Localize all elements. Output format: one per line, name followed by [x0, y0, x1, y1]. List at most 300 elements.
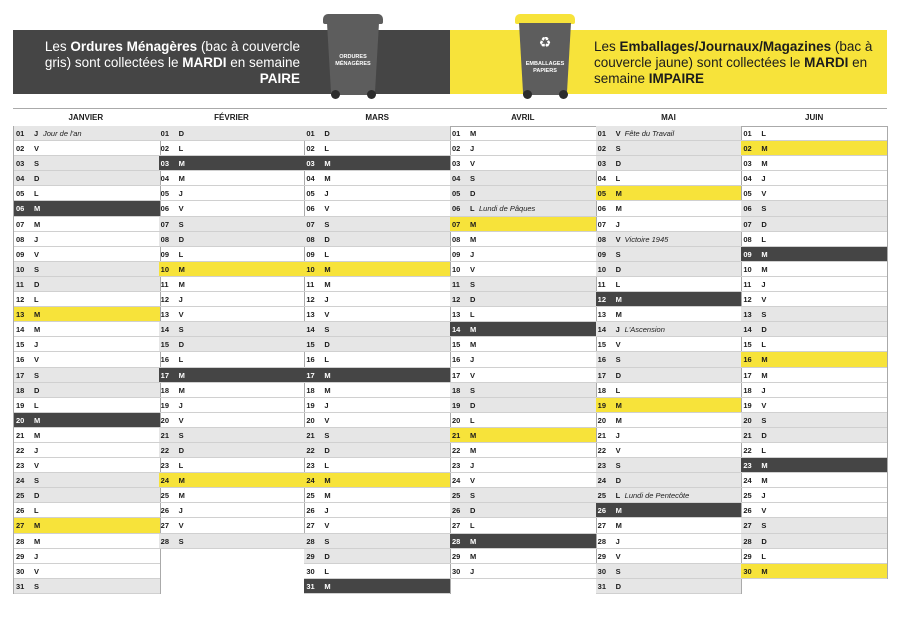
day-number: 26	[452, 506, 461, 516]
weekday-letter: M	[615, 506, 622, 516]
weekday-letter: D	[470, 506, 476, 516]
day-cell	[159, 518, 305, 533]
weekday-letter: V	[178, 521, 184, 531]
weekday-letter: S	[615, 144, 621, 154]
day-cell	[14, 352, 160, 367]
weekday-letter: D	[615, 581, 622, 591]
day-number: 15	[16, 340, 25, 350]
weekday-letter: V	[761, 295, 767, 305]
day-cell	[14, 186, 160, 201]
weekday-letter: D	[470, 189, 476, 199]
grey-bin-label: ORDURES MÉNAGÈRES	[335, 54, 371, 67]
weekday-letter: M	[324, 159, 331, 169]
weekday-letter: V	[615, 551, 621, 561]
day-number: 29	[16, 551, 25, 561]
weekday-letter: M	[615, 189, 622, 199]
weekday-letter: V	[470, 264, 476, 274]
weekday-letter: V	[615, 129, 621, 138]
day-number: 13	[597, 310, 606, 320]
day-number: 12	[597, 295, 606, 305]
day-cell	[741, 247, 887, 262]
weekday-letter: D	[324, 551, 330, 561]
weekday-letter: L	[615, 174, 621, 184]
day-number: 28	[743, 536, 752, 546]
weekday-letter: J	[761, 491, 766, 501]
weekday-letter: M	[761, 355, 768, 365]
day-cell	[741, 368, 887, 383]
weekday-letter: M	[470, 234, 477, 244]
weekday-letter: S	[324, 325, 330, 335]
day-number: 20	[160, 415, 169, 425]
calendar-header	[13, 108, 887, 127]
day-number: 24	[16, 476, 25, 486]
day-cell	[596, 503, 742, 518]
banner-left-part: MARDI	[182, 55, 227, 70]
weekday-letter: S	[761, 310, 767, 320]
day-cell	[159, 292, 305, 307]
day-cell	[304, 549, 450, 564]
day-cell	[596, 186, 742, 201]
weekday-letter: M	[178, 385, 185, 395]
day-cell	[741, 292, 887, 307]
weekday-letter: D	[178, 445, 185, 455]
day-cell	[159, 141, 305, 156]
banner-left-part: en semaine	[226, 55, 300, 70]
banner-right-part: MARDI	[804, 55, 849, 70]
weekday-letter: M	[761, 144, 768, 154]
weekday-letter: V	[615, 234, 621, 244]
day-cell	[596, 398, 742, 413]
weekday-letter: V	[178, 310, 184, 320]
weekday-letter: S	[761, 204, 767, 214]
day-number: 16	[16, 355, 25, 365]
weekday-letter: M	[615, 295, 622, 305]
day-number: 19	[597, 400, 606, 410]
day-number: 05	[597, 189, 606, 199]
month-title: FÉVRIER	[214, 113, 249, 122]
day-cell	[596, 337, 742, 352]
day-cell	[596, 232, 742, 247]
day-number: 10	[306, 264, 315, 274]
day-number: 19	[743, 400, 752, 410]
day-cell	[741, 141, 887, 156]
weekday-letter: J	[34, 340, 39, 350]
day-cell	[741, 488, 887, 503]
day-number: 04	[452, 174, 461, 184]
weekday-letter: L	[761, 234, 766, 244]
weekday-letter: V	[470, 159, 476, 169]
day-cell	[304, 217, 450, 232]
month-column	[596, 126, 743, 594]
day-cell	[159, 503, 305, 518]
day-number: 14	[306, 325, 315, 335]
day-number: 26	[743, 506, 752, 516]
day-number: 22	[16, 445, 25, 455]
day-cell	[14, 171, 160, 186]
weekday-letter: L	[615, 385, 621, 395]
day-cell	[741, 277, 887, 292]
day-number: 08	[16, 234, 25, 244]
day-cell	[596, 262, 742, 277]
day-number: 12	[452, 295, 461, 305]
weekday-letter: V	[615, 340, 621, 350]
weekday-letter: V	[324, 204, 330, 214]
weekday-letter: L	[761, 129, 766, 138]
weekday-letter: M	[615, 400, 622, 410]
weekday-letter: J	[615, 219, 620, 229]
month-column	[13, 126, 161, 594]
day-cell	[596, 277, 742, 292]
weekday-letter: S	[470, 279, 476, 289]
weekday-letter: M	[761, 566, 768, 576]
day-number: 28	[452, 536, 461, 546]
day-number: 28	[16, 536, 25, 546]
day-number: 15	[160, 340, 169, 350]
day-cell	[159, 368, 305, 383]
day-number: 23	[16, 461, 25, 471]
weekday-letter: M	[178, 476, 185, 486]
day-cell	[304, 383, 450, 398]
day-number: 27	[452, 521, 461, 531]
day-cell	[741, 383, 887, 398]
day-number: 26	[160, 506, 169, 516]
weekday-letter: D	[761, 430, 767, 440]
day-number: 27	[160, 521, 169, 531]
weekday-letter: D	[615, 159, 622, 169]
weekday-letter: M	[470, 325, 477, 335]
weekday-letter: J	[324, 295, 329, 305]
day-cell	[450, 186, 596, 201]
day-number: 24	[160, 476, 169, 486]
day-cell	[741, 337, 887, 352]
day-number: 07	[16, 219, 25, 229]
day-cell	[14, 292, 160, 307]
weekday-letter: L	[34, 189, 39, 199]
day-number: 20	[743, 415, 752, 425]
day-number: 29	[452, 551, 461, 561]
day-cell	[304, 201, 450, 216]
day-cell	[450, 126, 596, 141]
weekday-letter: L	[470, 310, 475, 320]
day-number: 18	[597, 385, 606, 395]
day-cell	[741, 564, 887, 579]
day-cell	[304, 186, 450, 201]
day-cell	[596, 518, 742, 533]
day-number: 29	[597, 551, 606, 561]
day-number: 15	[452, 340, 461, 350]
day-cell	[304, 292, 450, 307]
banner-right-part: Emballages/Journaux/Magazines	[619, 39, 832, 54]
day-cell	[159, 201, 305, 216]
day-cell	[741, 428, 887, 443]
weekday-letter: S	[615, 566, 621, 576]
day-number: 22	[597, 445, 606, 455]
day-cell	[596, 443, 742, 458]
day-number: 03	[16, 159, 25, 169]
day-number: 03	[306, 159, 315, 169]
weekday-letter: M	[324, 264, 331, 274]
weekday-letter: S	[34, 264, 40, 274]
day-number: 17	[306, 370, 315, 380]
day-number: 11	[597, 279, 606, 289]
holiday-label: Fête du Travail	[624, 129, 675, 138]
day-cell	[450, 247, 596, 262]
day-number: 23	[306, 461, 315, 471]
day-number: 01	[16, 129, 25, 138]
day-number: 18	[16, 385, 25, 395]
day-cell	[304, 126, 450, 141]
banner-left-part: PAIRE	[259, 71, 300, 86]
day-cell	[159, 307, 305, 322]
day-number: 17	[597, 370, 606, 380]
day-cell	[14, 549, 160, 564]
day-number: 08	[743, 234, 752, 244]
weekday-letter: M	[761, 249, 768, 259]
weekday-letter: S	[615, 355, 621, 365]
weekday-letter: S	[34, 159, 40, 169]
day-cell	[450, 141, 596, 156]
day-number: 02	[160, 144, 169, 154]
day-number: 13	[16, 310, 25, 320]
weekday-letter: S	[470, 385, 476, 395]
day-number: 14	[16, 325, 25, 335]
day-number: 02	[743, 144, 752, 154]
banner-left-part: Les	[44, 39, 71, 54]
weekday-letter: M	[178, 159, 185, 169]
weekday-letter: L	[761, 445, 766, 455]
weekday-letter: S	[324, 536, 330, 546]
weekday-letter: M	[761, 461, 768, 471]
day-number: 01	[306, 129, 315, 138]
weekday-letter: M	[178, 370, 185, 380]
weekday-letter: L	[761, 340, 766, 350]
day-cell	[450, 383, 596, 398]
day-number: 25	[743, 491, 752, 501]
day-number: 06	[16, 204, 25, 214]
weekday-letter: D	[470, 400, 476, 410]
banner-right-part: en semaine	[594, 55, 868, 86]
day-cell	[304, 564, 450, 579]
weekday-letter: J	[615, 536, 620, 546]
day-cell	[159, 232, 305, 247]
day-number: 15	[306, 340, 315, 350]
day-number: 27	[597, 521, 606, 531]
day-cell	[596, 201, 742, 216]
yellow-bin-label: EMBALLAGES PAPIERS	[525, 61, 565, 74]
weekday-letter: D	[761, 325, 767, 335]
day-cell	[14, 518, 160, 533]
day-cell	[450, 428, 596, 443]
weekday-letter: L	[470, 415, 475, 425]
weekday-letter: S	[34, 370, 40, 380]
day-number: 26	[16, 506, 25, 516]
day-number: 13	[452, 310, 461, 320]
weekday-letter: J	[34, 129, 39, 138]
weekday-letter: S	[324, 430, 330, 440]
weekday-letter: L	[324, 144, 329, 154]
day-cell	[596, 171, 742, 186]
weekday-letter: V	[34, 249, 40, 259]
day-number: 09	[306, 249, 315, 259]
day-cell	[14, 383, 160, 398]
day-number: 21	[16, 430, 25, 440]
weekday-letter: V	[761, 400, 767, 410]
day-cell	[450, 473, 596, 488]
weekday-letter: M	[34, 430, 41, 440]
month-title: MAI	[661, 113, 676, 122]
day-number: 04	[743, 174, 752, 184]
day-number: 05	[16, 189, 25, 199]
day-cell	[304, 443, 450, 458]
day-cell	[741, 413, 887, 428]
day-number: 18	[743, 385, 752, 395]
day-cell	[159, 428, 305, 443]
weekday-letter: J	[178, 295, 183, 305]
day-cell	[14, 443, 160, 458]
day-number: 25	[306, 491, 315, 501]
day-cell	[14, 126, 160, 141]
day-number: 25	[452, 491, 461, 501]
weekday-letter: S	[470, 174, 476, 184]
day-number: 22	[743, 445, 752, 455]
day-number: 31	[306, 581, 315, 591]
day-cell	[14, 534, 160, 549]
weekday-letter: S	[178, 430, 184, 440]
day-cell	[304, 171, 450, 186]
weekday-letter: D	[761, 536, 767, 546]
weekday-letter: M	[34, 204, 41, 214]
weekday-letter: M	[470, 430, 477, 440]
day-number: 22	[160, 445, 169, 455]
day-cell	[159, 277, 305, 292]
day-number: 23	[597, 461, 606, 471]
day-cell	[741, 186, 887, 201]
day-number: 31	[597, 581, 606, 591]
day-number: 01	[597, 129, 606, 138]
day-number: 07	[743, 219, 752, 229]
day-number: 30	[16, 566, 25, 576]
day-number: 02	[16, 144, 25, 154]
weekday-letter: M	[761, 159, 768, 169]
day-cell	[14, 307, 160, 322]
weekday-letter: V	[761, 506, 767, 516]
day-number: 16	[597, 355, 606, 365]
day-cell	[741, 503, 887, 518]
weekday-letter: J	[178, 189, 183, 199]
day-number: 21	[160, 430, 169, 440]
weekday-letter: J	[178, 400, 183, 410]
day-number: 19	[452, 400, 461, 410]
day-number: 07	[306, 219, 315, 229]
day-number: 09	[160, 249, 169, 259]
recycle-icon: ♻	[538, 34, 552, 50]
day-number: 26	[306, 506, 315, 516]
month-title: JUIN	[805, 113, 824, 122]
day-number: 04	[306, 174, 315, 184]
day-cell	[304, 473, 450, 488]
weekday-letter: V	[615, 445, 621, 455]
day-number: 07	[452, 219, 461, 229]
day-cell	[159, 126, 305, 141]
day-cell	[304, 503, 450, 518]
day-number: 09	[597, 249, 606, 259]
weekday-letter: M	[470, 219, 477, 229]
day-cell	[450, 458, 596, 473]
weekday-letter: M	[324, 476, 331, 486]
day-number: 10	[16, 264, 25, 274]
day-number: 07	[160, 219, 169, 229]
day-cell	[159, 217, 305, 232]
day-number: 14	[452, 325, 461, 335]
day-cell	[596, 488, 742, 503]
day-cell	[304, 398, 450, 413]
day-cell	[596, 217, 742, 232]
weekday-letter: M	[470, 551, 477, 561]
day-cell	[450, 368, 596, 383]
day-cell	[596, 307, 742, 322]
day-cell	[14, 337, 160, 352]
day-number: 18	[160, 385, 169, 395]
day-number: 05	[306, 189, 315, 199]
day-cell	[14, 322, 160, 337]
day-number: 17	[452, 370, 461, 380]
day-cell	[596, 458, 742, 473]
day-number: 18	[306, 385, 315, 395]
day-number: 12	[16, 295, 25, 305]
day-cell	[14, 217, 160, 232]
weekday-letter: S	[470, 491, 476, 501]
holiday-label: Lundi de Pâques	[479, 204, 536, 214]
day-number: 21	[452, 430, 461, 440]
day-cell	[741, 534, 887, 549]
weekday-letter: S	[178, 325, 184, 335]
day-number: 03	[160, 159, 169, 169]
weekday-letter: J	[761, 385, 766, 395]
day-cell	[450, 352, 596, 367]
day-cell	[159, 262, 305, 277]
day-cell	[741, 171, 887, 186]
day-cell	[159, 171, 305, 186]
weekday-letter: M	[761, 370, 768, 380]
day-number: 28	[160, 536, 169, 546]
weekday-letter: L	[34, 295, 39, 305]
weekday-letter: S	[178, 219, 184, 229]
weekday-letter: M	[615, 310, 622, 320]
day-cell	[304, 368, 450, 383]
day-cell	[159, 352, 305, 367]
weekday-letter: V	[178, 204, 184, 214]
day-number: 20	[597, 415, 606, 425]
weekday-letter: J	[615, 430, 620, 440]
weekday-letter: S	[615, 461, 621, 471]
day-number: 25	[160, 491, 169, 501]
day-cell	[450, 337, 596, 352]
day-cell	[159, 322, 305, 337]
day-cell	[14, 156, 160, 171]
banner-left-part: (bac à couvercle gris) sont collectées le	[44, 39, 300, 70]
weekday-letter: M	[615, 521, 622, 531]
day-number: 19	[306, 400, 315, 410]
day-cell	[304, 262, 450, 277]
day-number: 17	[16, 370, 25, 380]
day-number: 25	[597, 491, 606, 501]
weekday-letter: M	[324, 581, 331, 591]
day-number: 14	[597, 325, 606, 335]
day-cell	[159, 488, 305, 503]
day-number: 23	[743, 461, 752, 471]
weekday-letter: V	[34, 461, 40, 471]
day-cell	[741, 549, 887, 564]
